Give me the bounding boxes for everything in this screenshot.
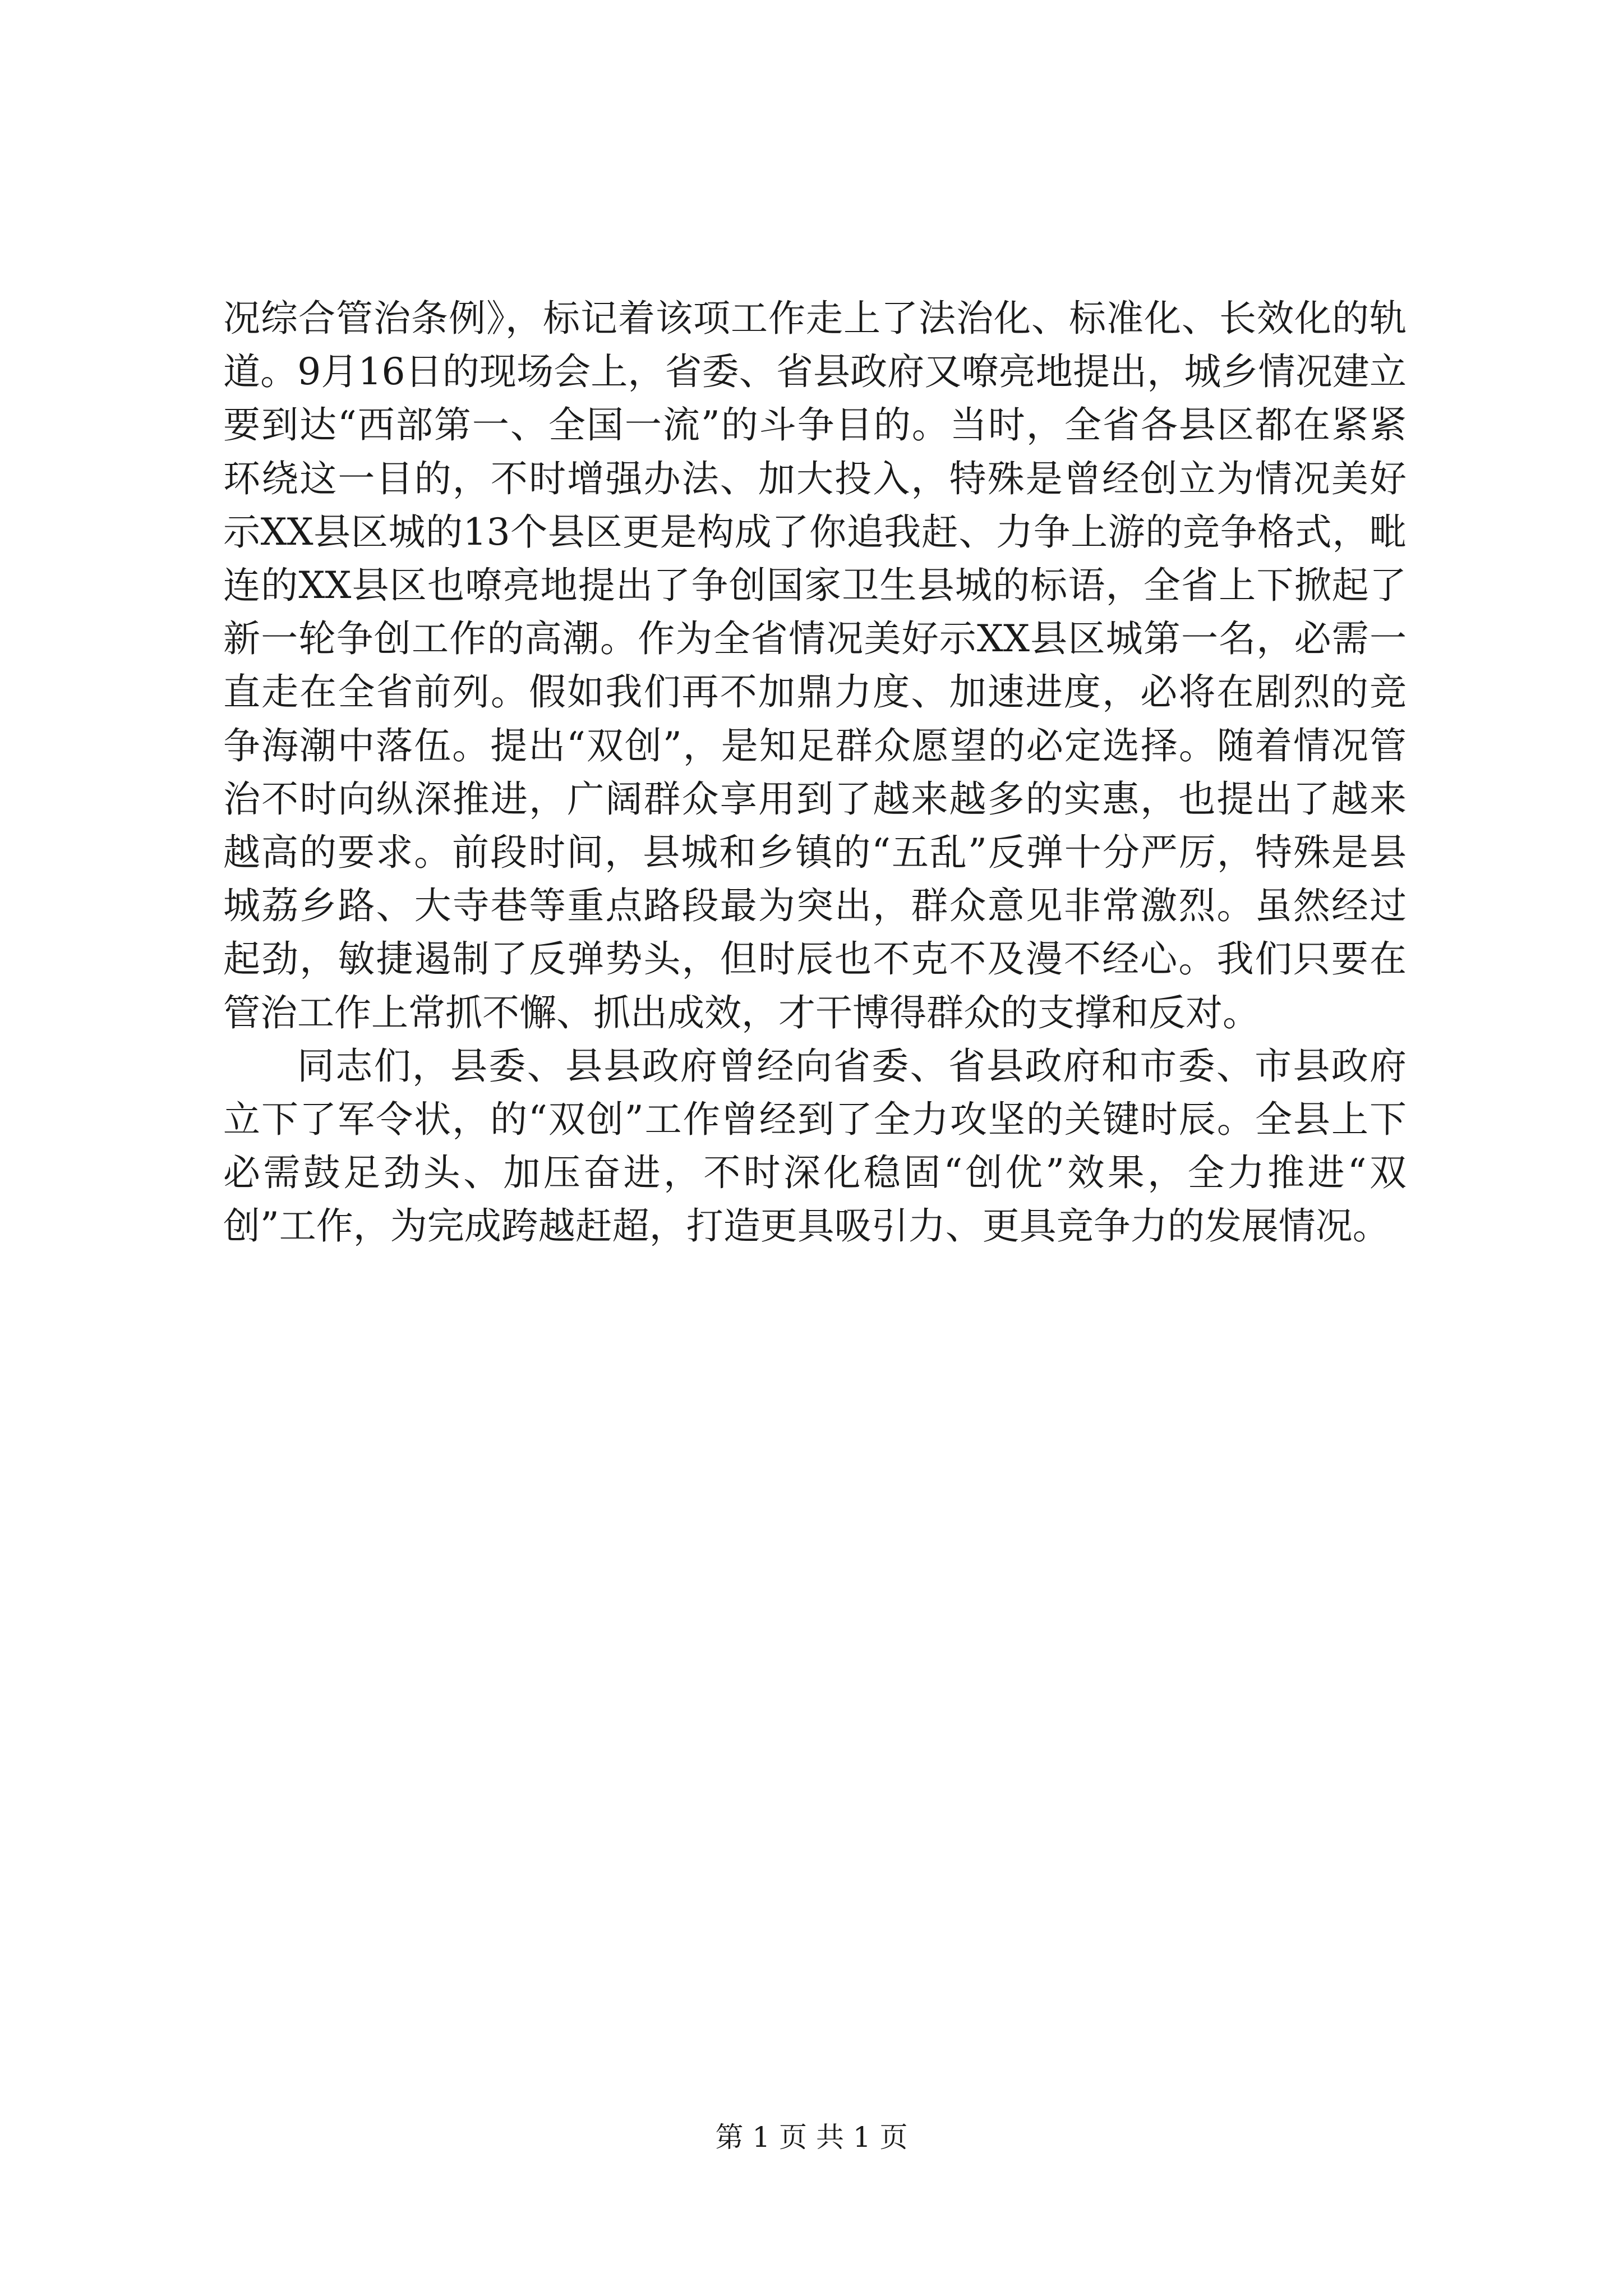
document-body — [223, 292, 1407, 1253]
paragraph-1: 况综合管治条例》，标记着该项工作走上了法治化、标准化、长效化的轨道。9月16日的现场会上，省委、省县政府又嘹亮地提出，城乡情况建立要到达“西部第一、全国一流”的斗争目的。当时，全省各县区都在紧紧环绕这一目的，不时增强办法、加大投入，特殊是曾经创立为情况美好示XX县区城的13个县区更是构成了你追我赶、力争上游的竞争格式，毗连的XX县区也嘹亮地提出了争创国家卫生县城的标语，全省上下掀起了新一轮争创工作的高潮。作为全省情况美好示XX县区城第一名，必需一直走在全省前列。假如我们再不加鼎力度、加速进度，必将在剧烈的竞争海潮中落伍。提出“双创”，是知足群众愿望的必定选择。随着情况管治不时向纵深推进，广阔群众享用到了越来越多的实惠，也提出了越来越高的要求。前段时间，县城和乡镇的“五乱”反弹十分严厉，特殊是县城荔乡路、大寺巷等重点路段最为突出，群众意见非常激烈。虽然经过起劲，敏捷遏制了反弹势头，但时辰也不克不及漫不经心。我们只要在管治工作上常抓不懈、抓出成效，才干博得群众的支撑和反对。 — [223, 297, 1407, 1034]
paragraph-2: 同志们，县委、县县政府曾经向省委、省县政府和市委、市县政府立下了军令状，的“双创”工作曾经到了全力攻坚的关键时辰。全县上下必需鼓足劲头、加压奋进，不时深化稳固“创优”效果，全力推进“双创”工作，为完成跨越赶超，打造更具吸引力、更具竞争力的发展情况。 — [223, 1044, 1407, 1248]
page-footer: 第 1 页 共 1 页 — [715, 2121, 908, 2154]
